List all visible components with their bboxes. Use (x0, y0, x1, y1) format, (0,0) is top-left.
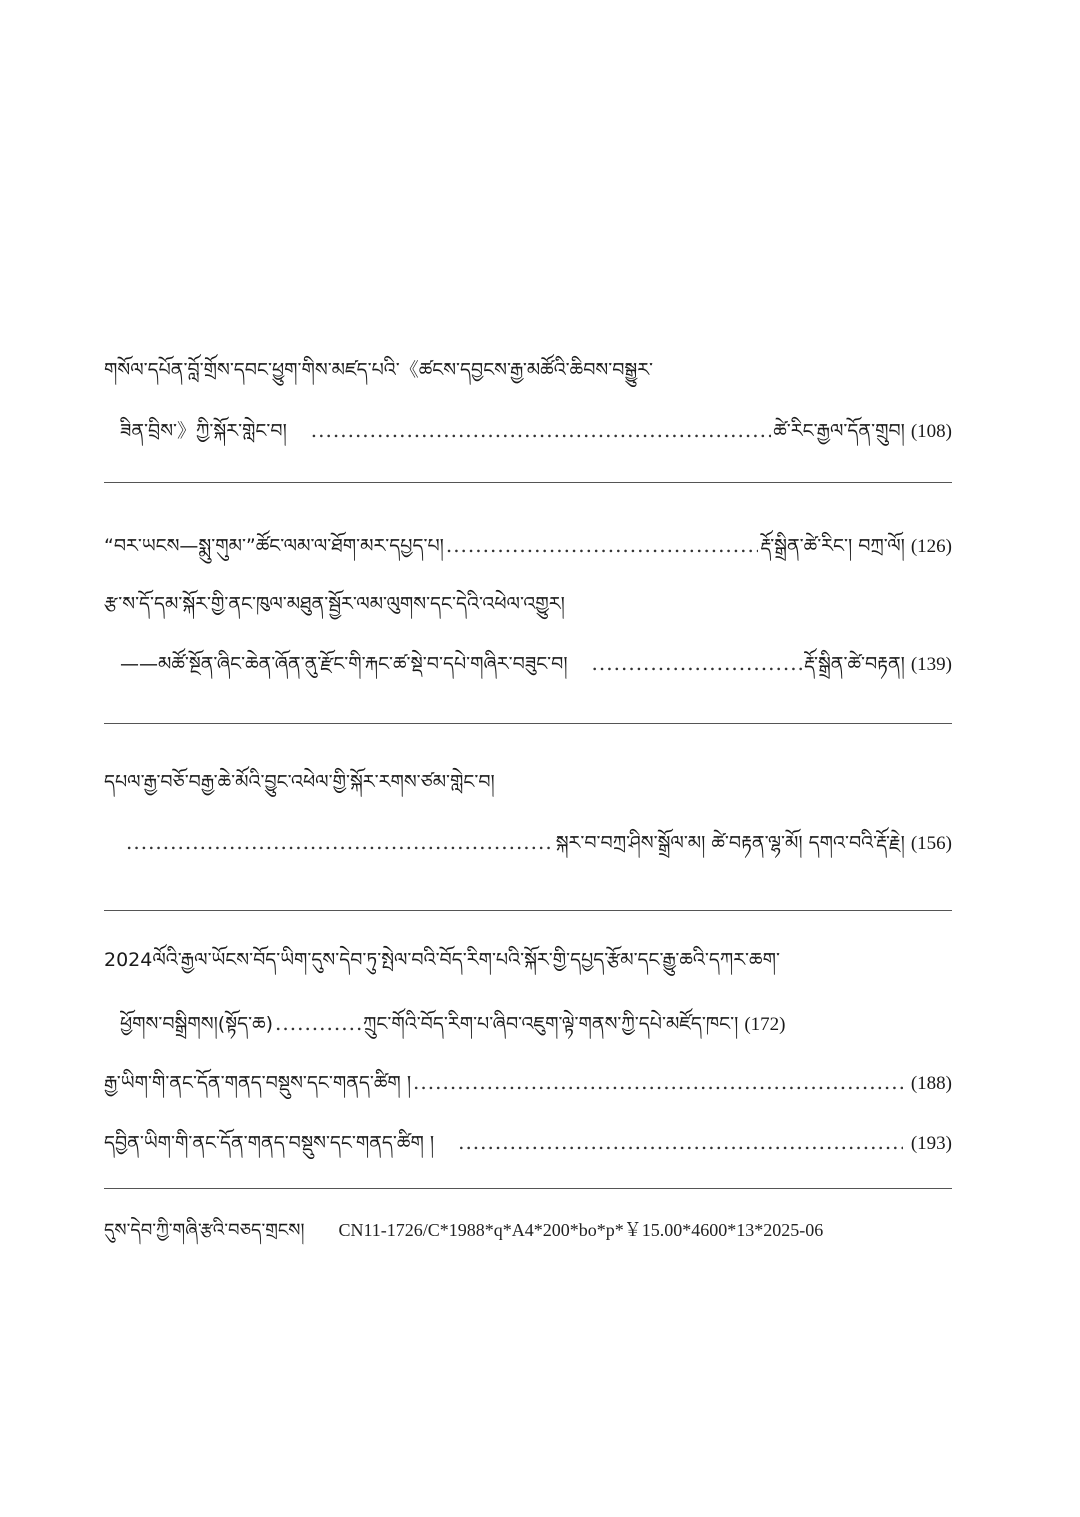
publication-info (104, 1212, 952, 1249)
leader-dots (458, 1122, 903, 1162)
entry-title: ཕྱོགས་བསྒྲིགས།(སྟོད་ཆ) (120, 1013, 274, 1035)
entry-page-number: (172) (744, 1014, 786, 1035)
leader-dots (592, 643, 803, 683)
toc-entry-3-subtitle[interactable] (120, 643, 952, 683)
entry-author: ཀྲུང་གོའི་བོད་རིག་པ་ཞིབ་འཇུག་ལྟེ་གནས་ཀྱི་དཔེ་མཛོད་ཁང་། (363, 1013, 739, 1035)
section-divider (104, 482, 952, 483)
entry-page-number: (156) (910, 833, 952, 854)
entry-author: རྡོ་སྒྲིན་ཚེ་རིང་། བཀྲ་ལོ། (760, 535, 905, 557)
entry-subtitle: ——མཚོ་སྔོན་ཞིང་ཆེན་ཞོན་ནུ་རྫོང་གི་རྐང་ཚ་སྡེ་བ་དཔེ་གཞིར་བཟུང་བ། (120, 653, 568, 675)
section-divider (104, 1188, 952, 1189)
entry-author: སྐར་བ་བཀྲ་ཤིས་སྒྲོལ་མ། ཚེ་བརྟན་ལྷ་མོ། དགའ་བའི་རྡོ་རྗེ། (555, 832, 905, 854)
entry-title: གསོལ་དཔོན་བློ་གྲོས་དབང་ཕྱུག་གིས་མཛད་པའི་《ཚངས་དབྱངས་རྒྱ་མཚོའི་ཆིབས་བསྒྱུར་ (104, 359, 654, 381)
entry-page-number: (126) (910, 536, 952, 557)
toc-entry-5-title-line2[interactable] (120, 1003, 952, 1043)
entry-title: 2024ལོའི་རྒྱལ་ཡོངས་བོད་ཡིག་དུས་དེབ་ཏུ་སྤེལ་བའི་བོད་རིག་པའི་སྐོར་གྱི་དཔྱད་རྩོམ་དང་རྒྱུ་ཆའི་དཀར་ཆག་ (104, 949, 780, 971)
leader-dots (126, 822, 554, 862)
entry-page-number: (188) (910, 1073, 952, 1094)
entry-author: རྡོ་སྒྲིན་ཚེ་བརྟན། (804, 653, 905, 675)
toc-entry-1-title-line1 (104, 350, 952, 390)
toc-entry-5-title-line1 (104, 940, 952, 980)
section-divider (104, 723, 952, 724)
section-divider (104, 910, 952, 911)
entry-title: རྒྱ་ཡིག་གི་ནང་དོན་གནད་བསྡུས་དང་གནད་ཚིག ། (104, 1072, 412, 1094)
entry-page-number: (139) (910, 654, 952, 675)
entry-title: དབྱིན་ཡིག་གི་ནང་དོན་གནད་བསྡུས་དང་གནད་ཚིག ། (104, 1132, 435, 1154)
entry-title: “བར་ཡངས—སྨུ་གུམ་”ཚོང་ལམ་ལ་ཐོག་མར་དཔྱད་པ། (104, 535, 444, 557)
entry-page-number: (193) (910, 1133, 952, 1154)
toc-entry-2[interactable] (104, 525, 952, 565)
toc-entry-1-title-line2[interactable] (120, 410, 952, 450)
toc-entry-7[interactable] (104, 1122, 952, 1162)
publication-code: CN11-1726/C*1988*q*A4*200*bo*p*￥15.00*4600*13*2025-06 (338, 1220, 824, 1240)
entry-title: རྩ་ས་དོ་དམ་སྐོར་གྱི་ནང་ཁུལ་མཐུན་སྦྱོར་ལམ་ལུགས་དང་དེའི་འཕེལ་འགྱུར། (104, 593, 565, 615)
leader-dots (311, 410, 771, 450)
entry-author: ཚེ་རིང་རྒྱལ་དོན་གྲུབ། (773, 420, 905, 442)
entry-page-number: (108) (910, 421, 952, 442)
entry-title: ཟིན་བྲིས་》ཀྱི་སྐོར་གླེང་བ། (120, 420, 287, 442)
toc-entry-6[interactable] (104, 1062, 952, 1102)
toc-entry-4-title (104, 762, 952, 802)
publication-info-label: དུས་དེབ་ཀྱི་གཞི་རྩའི་བཅད་གྲངས། (104, 1220, 305, 1241)
leader-dots (275, 1003, 361, 1043)
leader-dots (413, 1062, 903, 1102)
leader-dots (446, 525, 758, 565)
entry-title: དཔལ་རྒྱ་བཅོ་བརྒྱ་ཆེ་མོའི་བྱུང་འཕེལ་གྱི་སྐོར་རགས་ཙམ་གླེང་བ། (104, 771, 495, 793)
toc-entry-3-title (104, 584, 952, 624)
toc-entry-4-author-line[interactable] (124, 822, 952, 862)
